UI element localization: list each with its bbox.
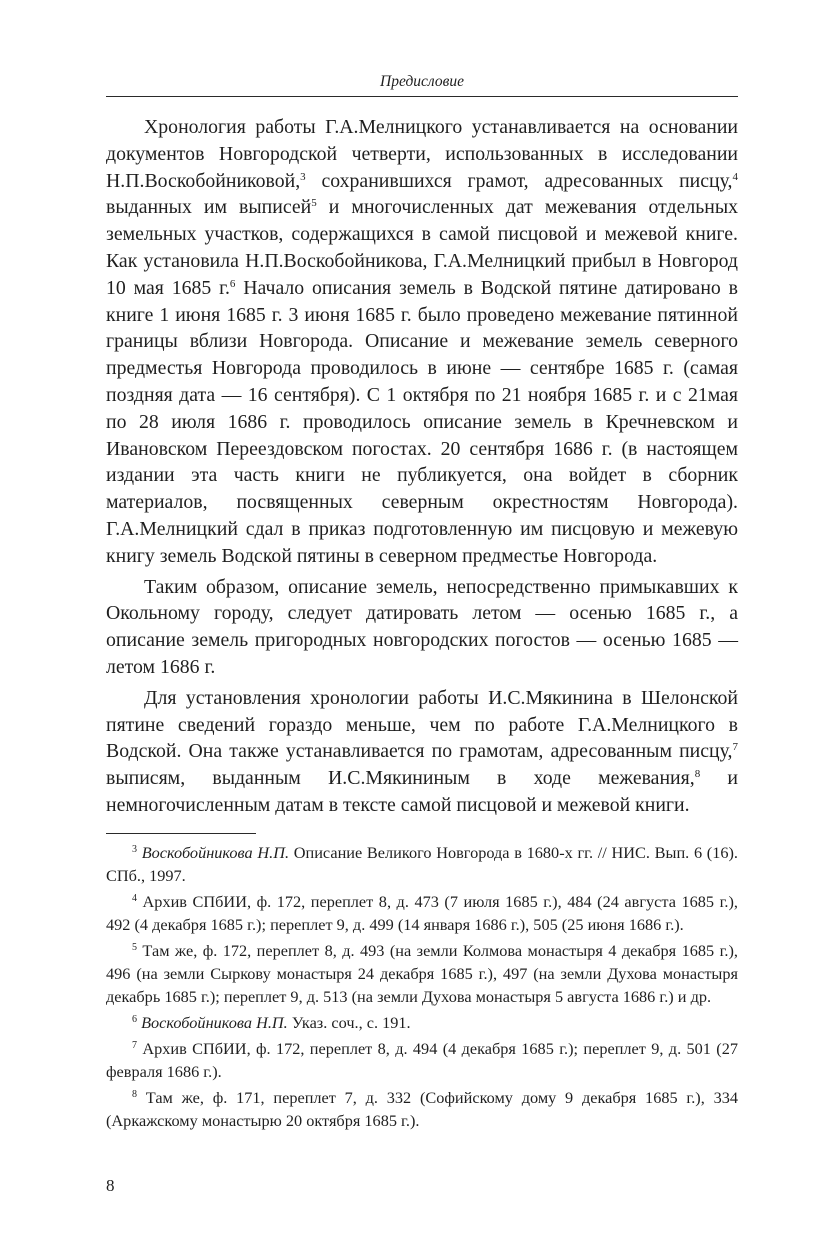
text-run: выписям, выданным И.С.Мякининым в ходе межевания,: [106, 767, 695, 790]
footnotes: [106, 841, 738, 1132]
main-text: [106, 114, 738, 819]
page-number: 8: [106, 1176, 115, 1195]
paragraph-1: [106, 114, 738, 570]
footnote-ref-4[interactable]: 4: [732, 170, 738, 183]
footnote-separator: [106, 833, 256, 834]
running-title: Предисловие: [380, 73, 464, 90]
footnote-text: Там же, ф. 171, переплет 7, д. 332 (Софийскому дому 9 декабря 1685 г.), 334 (Аркажскому монастырю 20 октября 1685 г.).: [106, 1088, 738, 1130]
paragraph-3: [106, 685, 738, 819]
text-run: и многочисленных дат межевания отдельных земельных участков, содержащихся в самой писцовой и межевой книге. Как установила Н.П.Воскобойникова, Г.А.Мелницкий прибыл в Новгород 10 мая 1685 г.: [106, 196, 739, 299]
footnote-6: [106, 1011, 738, 1034]
footnote-5: [106, 939, 738, 1008]
footnote-number: 5: [132, 942, 137, 953]
footnote-text: Архив СПбИИ, ф. 172, переплет 8, д. 494 (4 декабря 1685 г.); переплет 9, д. 501 (27 февраля 1686 г.).: [106, 1039, 738, 1081]
text-run: и немногочисленным датам в тексте самой писцовой и межевой книги.: [106, 767, 738, 816]
text-run: сохранившихся грамот, адресованных писцу,: [305, 169, 733, 192]
footnote-text: Указ. соч., с. 191.: [287, 1013, 411, 1032]
footnote-author: Воскобойникова Н.П.: [141, 1013, 288, 1032]
footnote-text: Описание Великого Новгорода в 1680-х гг. // НИС. Вып. 6 (16). СПб., 1997.: [106, 843, 739, 885]
text-run: Для установления хронологии работы И.С.Мякинина в Шелонской пятине сведений гораздо меньше, чем по работе Г.А.Мелницкого в Водской. Она также устанавливается по грамотам, адресованным писцу,: [106, 686, 738, 763]
footnote-ref-3[interactable]: 3: [300, 170, 306, 183]
footnote-text: Архив СПбИИ, ф. 172, переплет 8, д. 473 (7 июля 1685 г.), 484 (24 августа 1685 г.), 492 (4 декабря 1685 г.); переплет 9, д. 499 (14 января 1686 г.), 505 (25 июня 1686 г.).: [106, 892, 738, 934]
text-run: Хронология работы Г.А.Мелницкого устанавливается на основании документов Новгородской четверти, использованных в исследовании Н.П.Воскобойниковой,: [106, 116, 738, 192]
footnote-number: 6: [132, 1014, 137, 1025]
footnote-7: [106, 1037, 738, 1083]
footnote-ref-8[interactable]: 8: [694, 768, 701, 781]
paragraph-2: Таким образом, описание земель, непосредственно примыкавших к Окольному городу, следует датировать летом — осенью 1685 г., а описание земель пригородных новгородских погостов — осенью 1685 — летом 1686 г.: [106, 575, 738, 678]
text-run: Начало описания земель в Водской пятине датировано в книге 1 июня 1685 г. 3 июня 1685 г. было проведено межевание пятинной границы вблизи Новгорода. Описание и межевание земель северного предместья Новгорода проводилось в июне — сентябре 1685 г. (самая поздняя дата — 16 сентября). С 1 октября по 21 ноября 1685 г. и с 21мая по 28 июля 1686 г. проводилось описание земель в Кречневском и Ивановском Переездовском погостах. 20 сентября 1686 г. (в настоящем издании эта часть книги не публикуется, она войдет в сборник материалов, посвященных северным окрестностям Новгорода). Г.А.Мелницкий сдал в приказ подготовленную им писцовую и межевую книгу земель Водской пятины в северном предместье Новгорода.: [106, 276, 738, 567]
text-run: выданных им выписей: [106, 196, 312, 219]
footnote-8: [106, 1086, 738, 1132]
footnote-4: [106, 890, 738, 936]
footnote-author: Воскобойникова Н.П.: [141, 843, 290, 862]
footnote-number: 7: [132, 1040, 137, 1051]
header-rule: [106, 96, 738, 97]
footnote-number: 8: [132, 1089, 137, 1100]
footnote-number: 3: [132, 844, 137, 855]
footnote-3: [106, 841, 738, 887]
footnote-ref-7[interactable]: 7: [732, 741, 738, 754]
footnote-number: 4: [132, 893, 137, 904]
footnote-ref-5[interactable]: 5: [311, 197, 317, 210]
footnote-ref-6[interactable]: 6: [229, 277, 236, 290]
footnote-text: Там же, ф. 172, переплет 8, д. 493 (на земли Колмова монастыря 4 декабря 1685 г.), 496 (на земли Сыркову монастыря 24 декабря 1685 г.), 497 (на земли Духова монастыря декабрь 1685 г.); переплет 9, д. 513 (на земли Духова монастыря 5 августа 1686 г.) и др.: [106, 941, 738, 1006]
